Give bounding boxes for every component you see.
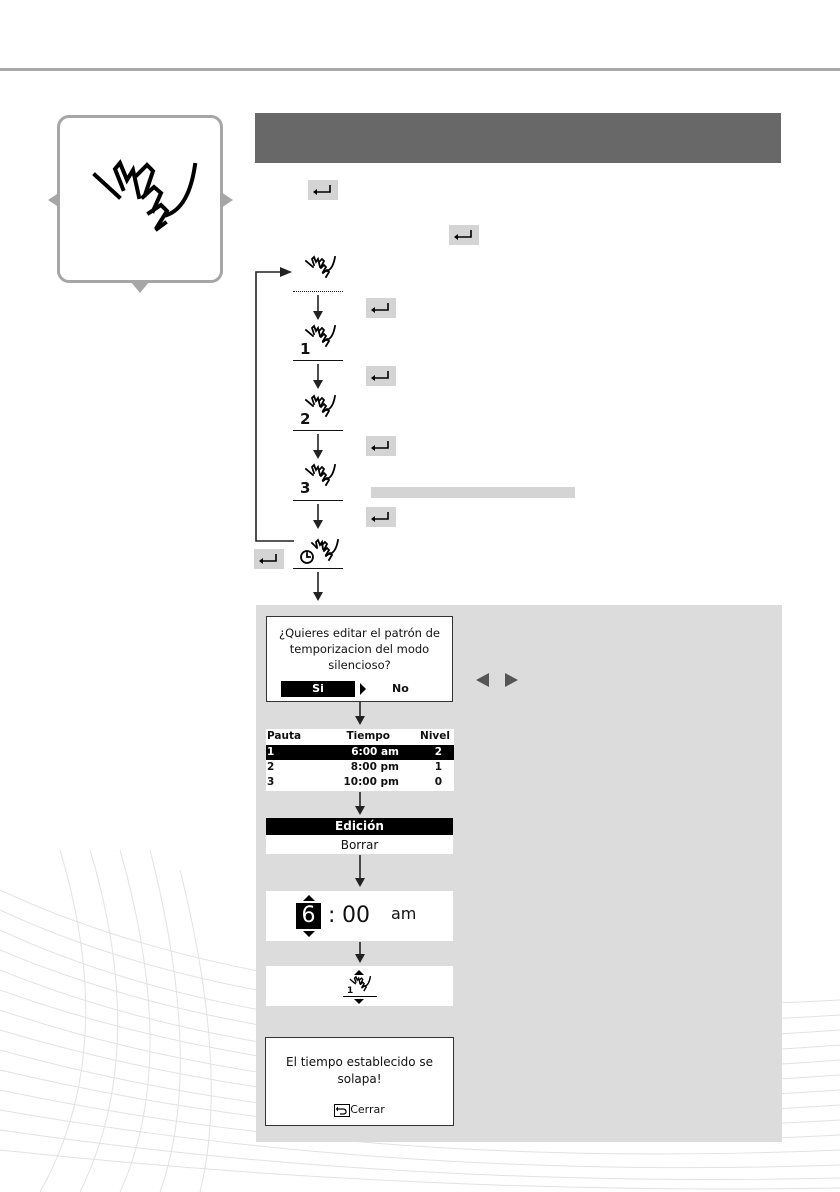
selection-arrow-icon	[359, 683, 367, 695]
table-row[interactable]	[266, 745, 454, 760]
up-arrow-icon[interactable]	[302, 894, 316, 902]
menu-item-borrar[interactable]: Borrar	[266, 836, 453, 853]
quiet-mode-timer-icon	[298, 537, 342, 569]
dialog-line: temporizacion del modo	[289, 642, 430, 656]
right-arrow-icon	[221, 192, 233, 208]
minutes-field[interactable]: 00	[342, 903, 370, 928]
column-header-pauta: Pauta	[267, 730, 302, 742]
section-header-bar	[255, 113, 781, 163]
error-line: solapa!	[337, 1072, 382, 1086]
back-arrow-icon	[334, 1104, 350, 1117]
level-underline	[343, 996, 377, 997]
close-button[interactable]	[266, 1102, 453, 1118]
table-row[interactable]	[266, 775, 454, 790]
step-separator	[293, 500, 343, 501]
time-edit-screen	[266, 891, 453, 941]
yes-button[interactable]: Si	[281, 681, 355, 697]
hour-field[interactable]: 6	[296, 903, 321, 929]
dialog-line: ¿Quieres editar el patrón de	[278, 626, 441, 640]
tiempo-cell: 6:00 am	[351, 746, 399, 758]
left-arrow-icon	[48, 192, 60, 208]
edit-pattern-dialog	[266, 616, 453, 702]
step-number: 1	[300, 340, 311, 358]
tiempo-cell: 10:00 pm	[343, 776, 399, 788]
column-header-tiempo: Tiempo	[346, 730, 390, 742]
overlap-error-dialog	[265, 1037, 454, 1126]
time-colon: :	[328, 903, 336, 928]
nivel-cell: 2	[434, 746, 442, 758]
tiempo-cell: 8:00 pm	[350, 761, 399, 773]
step-separator	[293, 360, 343, 361]
close-label: Cerrar	[350, 1103, 385, 1116]
enter-key-icon	[366, 436, 396, 456]
nivel-cell: 1	[434, 761, 442, 773]
enter-key-icon	[366, 298, 396, 318]
step-separator	[293, 291, 343, 292]
highlight-bar	[371, 487, 575, 498]
no-button[interactable]: No	[392, 682, 409, 695]
top-rule	[0, 68, 840, 71]
mode-icon-box	[57, 115, 223, 283]
schedule-table	[266, 729, 454, 791]
quiet-mode-step-icon	[300, 253, 340, 285]
column-header-nivel: Nivel	[420, 730, 450, 742]
pauta-cell: 1	[267, 746, 275, 758]
step-number: 3	[300, 479, 311, 497]
table-header	[266, 729, 454, 744]
down-arrow-icon[interactable]	[302, 930, 316, 938]
error-line: El tiempo establecido se	[286, 1055, 433, 1069]
down-arrow-icon	[131, 282, 149, 293]
enter-key-icon	[254, 549, 284, 569]
left-right-keys-icon	[473, 671, 523, 689]
step-separator	[293, 568, 343, 569]
table-row[interactable]	[266, 760, 454, 775]
enter-key-icon	[449, 225, 479, 245]
step-separator	[293, 430, 343, 431]
nivel-cell: 0	[434, 776, 442, 788]
pauta-cell: 3	[267, 776, 275, 788]
enter-key-icon	[366, 366, 396, 386]
step-number: 2	[300, 410, 311, 428]
menu-item-edicion[interactable]: Edición	[266, 818, 453, 835]
enter-key-icon	[308, 180, 338, 200]
down-arrow-icon[interactable]	[353, 998, 365, 1005]
level-edit-screen	[266, 966, 453, 1006]
pauta-cell: 2	[267, 761, 275, 773]
quiet-mode-hand-icon	[57, 115, 223, 283]
dialog-line: silencioso?	[328, 658, 391, 672]
ampm-field[interactable]: am	[391, 904, 417, 923]
edit-menu	[266, 818, 453, 854]
level-value[interactable]: 1	[347, 986, 354, 996]
enter-key-icon	[366, 507, 396, 527]
